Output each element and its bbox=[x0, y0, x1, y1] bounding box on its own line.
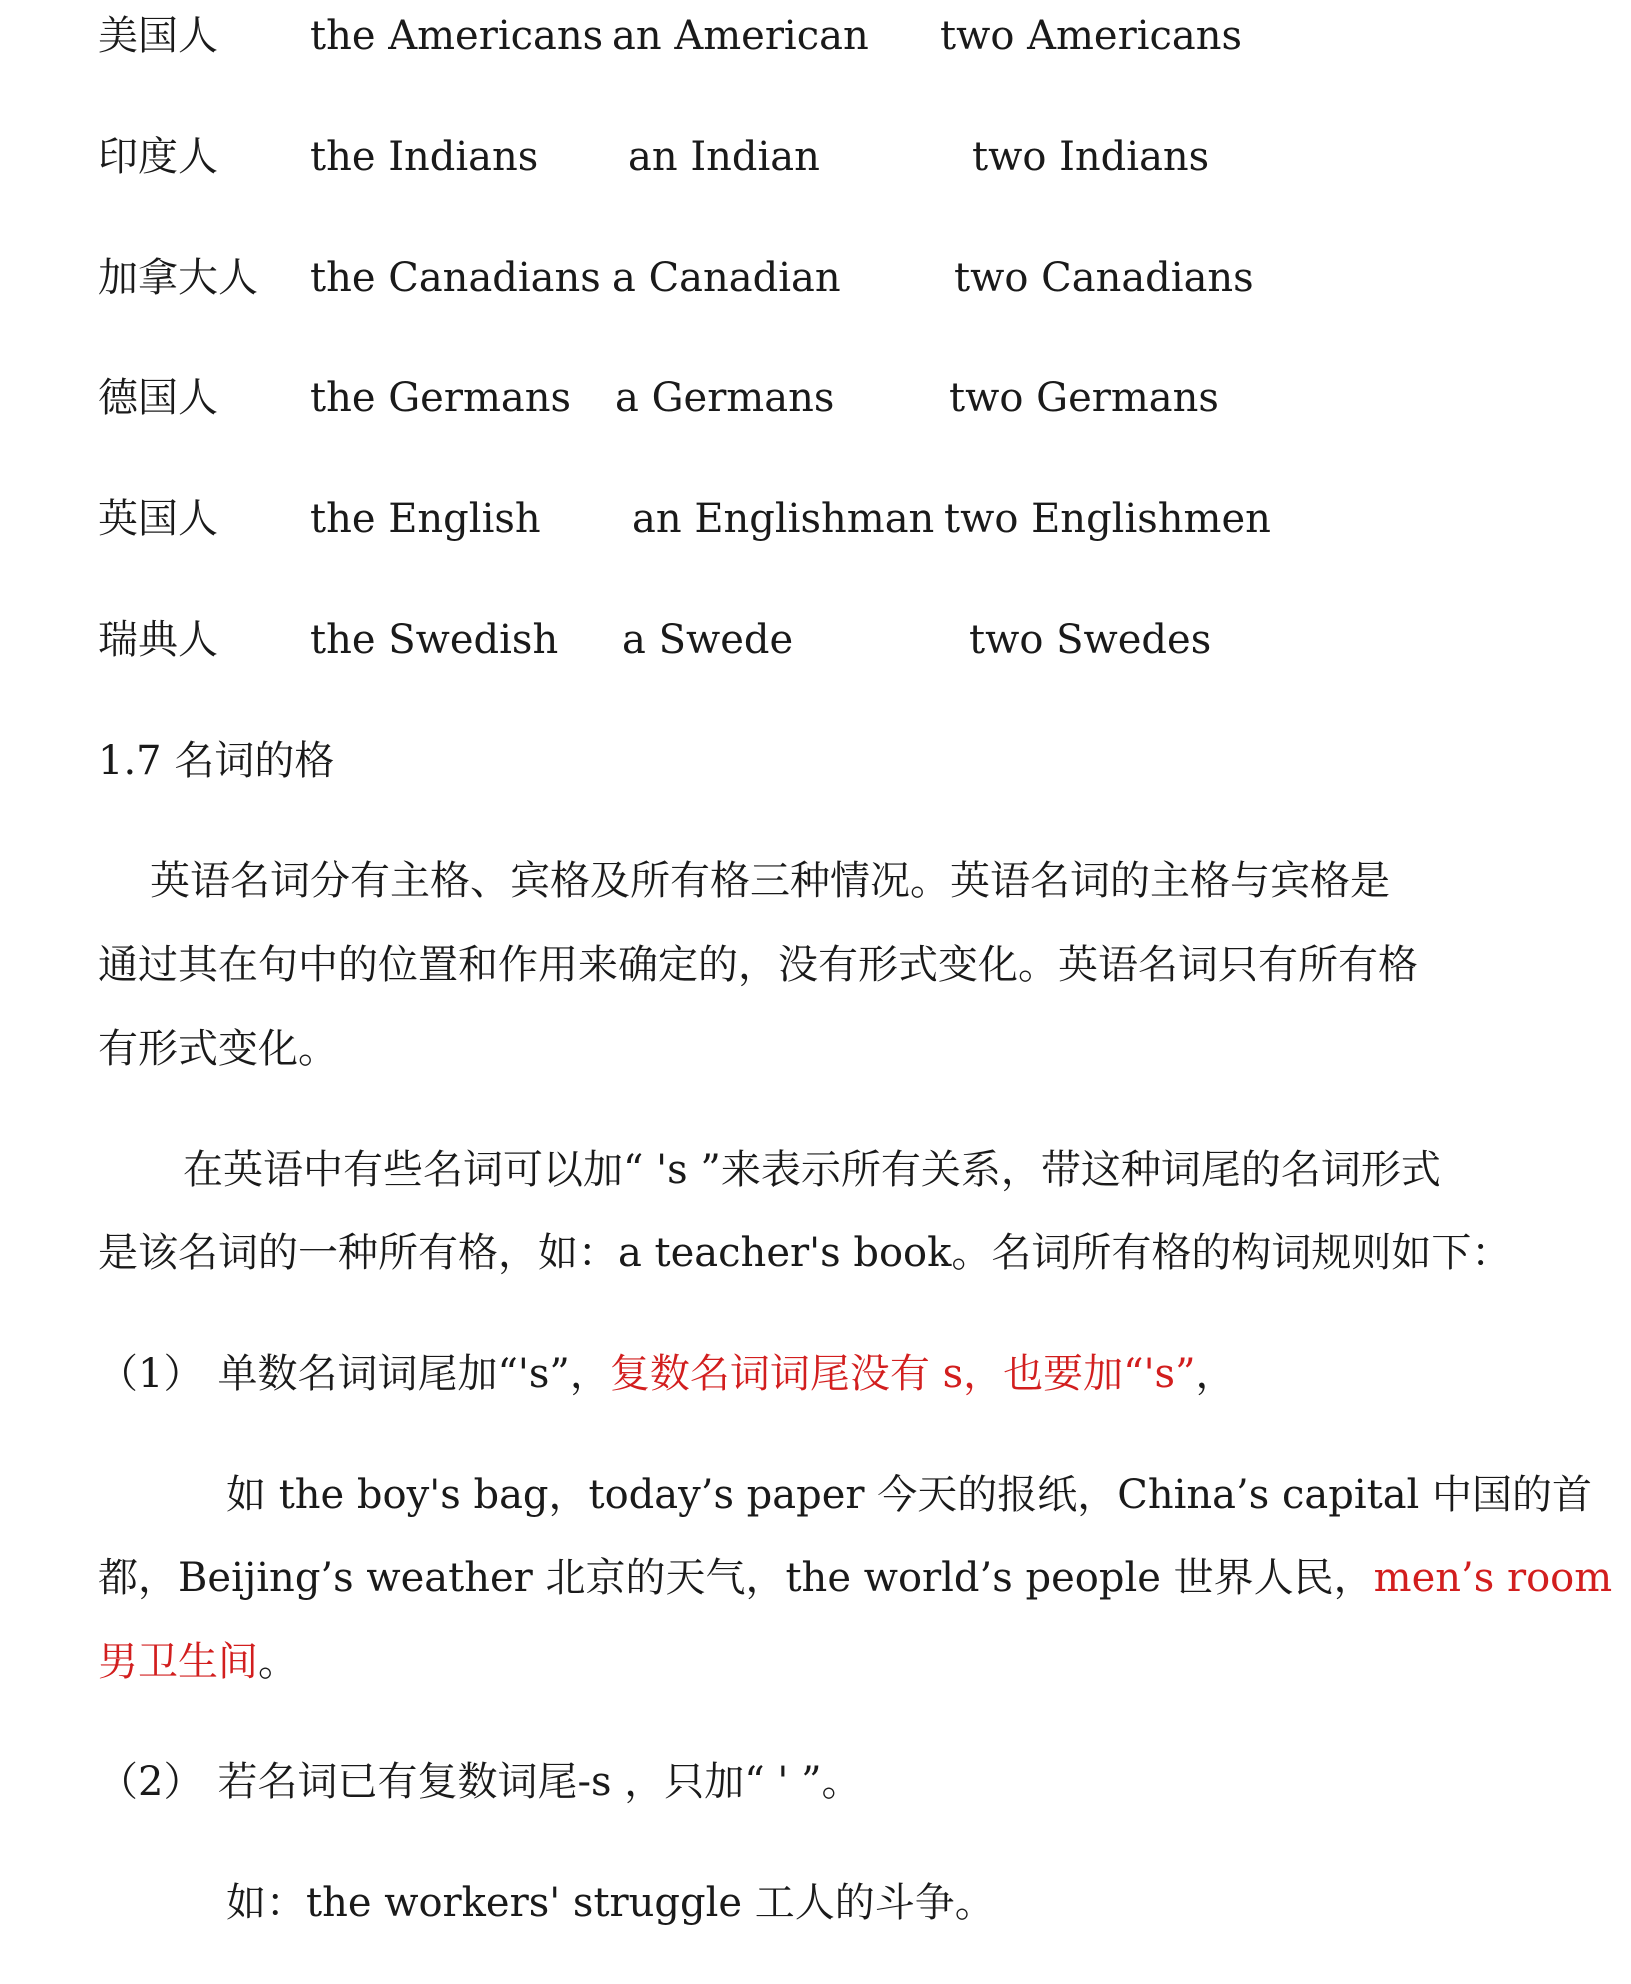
nationality-cn: 瑞典人 bbox=[98, 617, 218, 663]
nationality-plural-group: the Indians bbox=[310, 134, 539, 180]
example-line bbox=[98, 1632, 1503, 1692]
rule-text: 单数名词词尾加“'s”， bbox=[217, 1351, 610, 1397]
nationality-cn: 印度人 bbox=[98, 134, 218, 180]
nationality-singular: an American bbox=[612, 13, 869, 59]
nationality-two: two Canadians bbox=[954, 255, 1254, 301]
nationality-plural-group: the Americans bbox=[310, 13, 604, 59]
nationality-singular: an Indian bbox=[628, 134, 820, 180]
nationality-row bbox=[0, 610, 1587, 670]
section-heading: 1.7 名词的格 bbox=[98, 738, 335, 784]
paragraph-line: 英语名词分有主格、宾格及所有格三种情况。英语名词的主格与宾格是 bbox=[150, 858, 1390, 904]
nationality-singular: a Swede bbox=[622, 617, 794, 663]
example-text: 都，Beijing’s weather 北京的天气，the world’s people 世界人民， bbox=[98, 1555, 1374, 1601]
paragraph-line: 在英语中有些名词可以加“ 's ”来表示所有关系，带这种词尾的名词形式 bbox=[183, 1147, 1441, 1193]
example-text-highlight: 男卫生间 bbox=[98, 1639, 258, 1685]
paragraph-line: 通过其在句中的位置和作用来确定的，没有形式变化。英语名词只有所有格 bbox=[98, 942, 1418, 988]
paragraph-line: 是该名词的一种所有格，如：a teacher's book。名词所有格的构词规则如下： bbox=[98, 1230, 1512, 1276]
nationality-cn: 英国人 bbox=[98, 496, 218, 542]
nationality-two: two Englishmen bbox=[944, 496, 1271, 542]
example-line: 如 the boy's bag，today’s paper 今天的报纸，China’s capital 中国的首 bbox=[226, 1472, 1593, 1518]
rule-text: 若名词已有复数词尾-s ，只加“ ' ”。 bbox=[217, 1759, 862, 1805]
rule-item bbox=[98, 1344, 1503, 1404]
nationality-row bbox=[0, 489, 1587, 549]
nationality-plural-group: the Germans bbox=[310, 375, 572, 421]
example-line bbox=[98, 1548, 1613, 1608]
nationality-row bbox=[0, 6, 1587, 66]
example-line: 如：the workers' struggle 工人的斗争。 bbox=[226, 1880, 995, 1926]
nationality-row bbox=[0, 248, 1587, 308]
nationality-row bbox=[0, 368, 1587, 428]
rule-number: （2） bbox=[98, 1759, 204, 1805]
nationality-cn: 加拿大人 bbox=[98, 255, 258, 301]
nationality-singular: a Germans bbox=[615, 375, 835, 421]
nationality-plural-group: the English bbox=[310, 496, 541, 542]
nationality-two: two Americans bbox=[940, 13, 1243, 59]
rule-text-highlight: 复数名词词尾没有 s，也要加“'s” bbox=[609, 1351, 1196, 1397]
nationality-row bbox=[0, 127, 1587, 187]
rule-number: （1） bbox=[98, 1351, 204, 1397]
nationality-two: two Germans bbox=[949, 375, 1219, 421]
example-tail: 。 bbox=[258, 1639, 298, 1685]
nationality-cn: 美国人 bbox=[98, 13, 218, 59]
nationality-singular: an Englishman bbox=[632, 496, 935, 542]
nationality-two: two Indians bbox=[972, 134, 1210, 180]
nationality-two: two Swedes bbox=[969, 617, 1212, 663]
nationality-singular: a Canadian bbox=[612, 255, 841, 301]
nationality-plural-group: the Canadians bbox=[310, 255, 601, 301]
rule-item bbox=[98, 1752, 1503, 1812]
example-text-highlight: men’s room bbox=[1373, 1555, 1613, 1601]
nationality-cn: 德国人 bbox=[98, 375, 218, 421]
nationality-plural-group: the Swedish bbox=[310, 617, 559, 663]
rule-tail: ， bbox=[1195, 1351, 1236, 1397]
paragraph-line: 有形式变化。 bbox=[98, 1026, 338, 1072]
